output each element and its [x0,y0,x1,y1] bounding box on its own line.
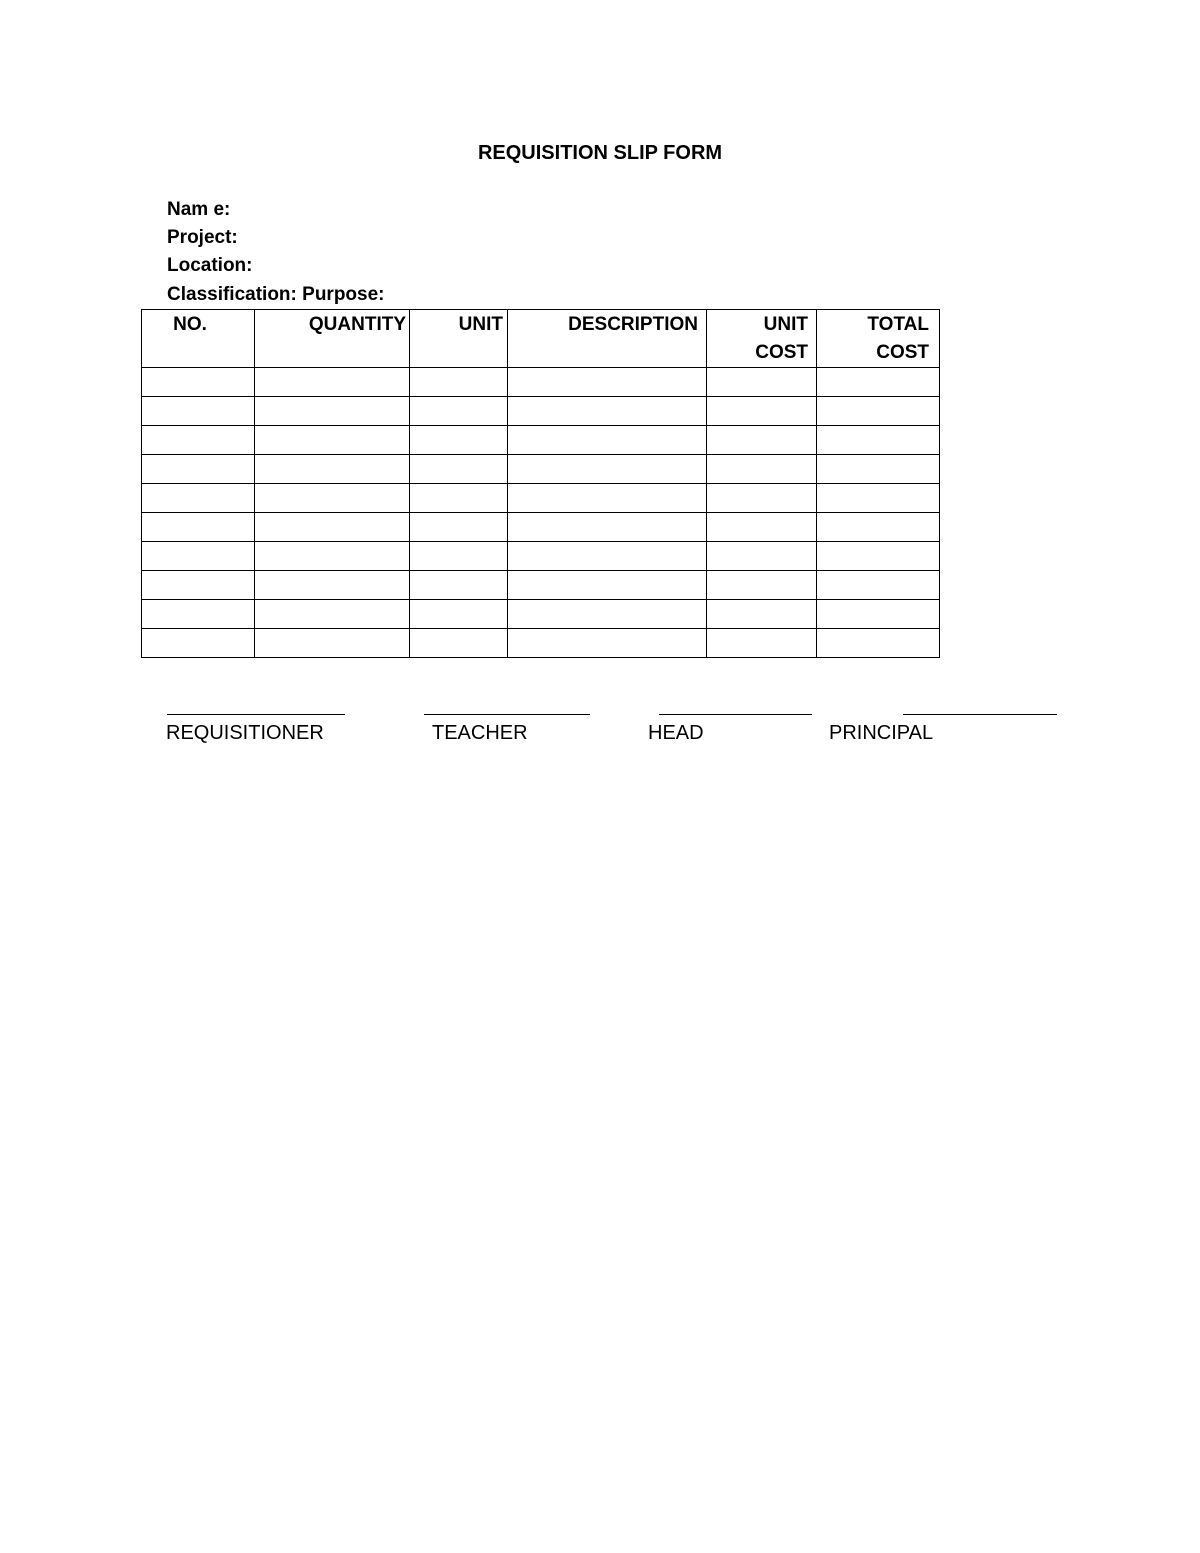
cell-total-cost[interactable] [817,484,940,513]
cell-description[interactable] [508,542,707,571]
table-row [142,397,940,426]
cell-unit[interactable] [410,426,508,455]
cell-unit[interactable] [410,455,508,484]
cell-quantity[interactable] [255,513,410,542]
cell-unit[interactable] [410,600,508,629]
cell-no[interactable] [142,426,255,455]
cell-no[interactable] [142,629,255,658]
cell-quantity[interactable] [255,629,410,658]
cell-no[interactable] [142,571,255,600]
cell-unit[interactable] [410,368,508,397]
cell-total-cost[interactable] [817,426,940,455]
cell-unit[interactable] [410,571,508,600]
principal-label: PRINCIPAL [829,722,934,744]
cell-total-cost[interactable] [817,629,940,658]
cell-no[interactable] [142,368,255,397]
cell-total-cost[interactable] [817,368,940,397]
cell-no[interactable] [142,455,255,484]
teacher-label: TEACHER [432,722,528,744]
requisitioner-label: REQUISITIONER [166,722,324,744]
cell-total-cost[interactable] [817,600,940,629]
requisition-items-table [141,309,940,658]
column-header-unit-cost: UNIT COST [707,310,817,368]
requisitioner-signature-line [167,714,345,715]
column-header-quantity: QUANTITY [255,310,410,368]
cell-unit-cost[interactable] [707,513,817,542]
cell-description[interactable] [508,368,707,397]
cell-unit-cost[interactable] [707,368,817,397]
cell-total-cost[interactable] [817,513,940,542]
cell-no[interactable] [142,484,255,513]
cell-quantity[interactable] [255,600,410,629]
signature-lines [0,700,1200,722]
column-header-total-cost: TOTAL COST [817,310,940,368]
table-body [142,368,940,658]
column-header-no: NO. [142,310,255,368]
cell-total-cost[interactable] [817,397,940,426]
head-label: HEAD [648,722,704,744]
cell-unit[interactable] [410,397,508,426]
cell-no[interactable] [142,542,255,571]
column-header-description: DESCRIPTION [508,310,707,368]
cell-unit-cost[interactable] [707,426,817,455]
cell-unit-cost[interactable] [707,455,817,484]
cell-description[interactable] [508,571,707,600]
cell-description[interactable] [508,629,707,658]
cell-description[interactable] [508,600,707,629]
cell-description[interactable] [508,455,707,484]
table-row [142,600,940,629]
principal-signature-line [903,714,1057,715]
cell-unit-cost[interactable] [707,542,817,571]
cell-total-cost[interactable] [817,542,940,571]
head-signature-line [659,714,812,715]
table-row [142,513,940,542]
cell-unit-cost[interactable] [707,571,817,600]
cell-quantity[interactable] [255,368,410,397]
cell-unit-cost[interactable] [707,629,817,658]
cell-no[interactable] [142,600,255,629]
teacher-signature-line [424,714,590,715]
cell-total-cost[interactable] [817,455,940,484]
cell-quantity[interactable] [255,571,410,600]
column-header-unit: UNIT [410,310,508,368]
cell-quantity[interactable] [255,455,410,484]
cell-quantity[interactable] [255,542,410,571]
name-field-label: Nam e: [167,199,231,220]
table-header-row [142,310,940,368]
classification-purpose-field-label: Classification: Purpose: [167,284,385,305]
form-title: REQUISITION SLIP FORM [477,142,723,164]
table-row [142,571,940,600]
cell-unit[interactable] [410,629,508,658]
cell-unit-cost[interactable] [707,397,817,426]
cell-description[interactable] [508,484,707,513]
table-row [142,629,940,658]
table-row [142,426,940,455]
cell-description[interactable] [508,397,707,426]
cell-quantity[interactable] [255,426,410,455]
cell-no[interactable] [142,513,255,542]
cell-unit-cost[interactable] [707,484,817,513]
location-field-label: Location: [167,255,253,276]
table-row [142,368,940,397]
cell-unit[interactable] [410,542,508,571]
cell-unit[interactable] [410,513,508,542]
cell-unit-cost[interactable] [707,600,817,629]
project-field-label: Project: [167,227,238,248]
cell-quantity[interactable] [255,484,410,513]
cell-quantity[interactable] [255,397,410,426]
cell-no[interactable] [142,397,255,426]
table-row [142,455,940,484]
table-row [142,484,940,513]
cell-description[interactable] [508,513,707,542]
cell-unit[interactable] [410,484,508,513]
cell-total-cost[interactable] [817,571,940,600]
cell-description[interactable] [508,426,707,455]
table-row [142,542,940,571]
